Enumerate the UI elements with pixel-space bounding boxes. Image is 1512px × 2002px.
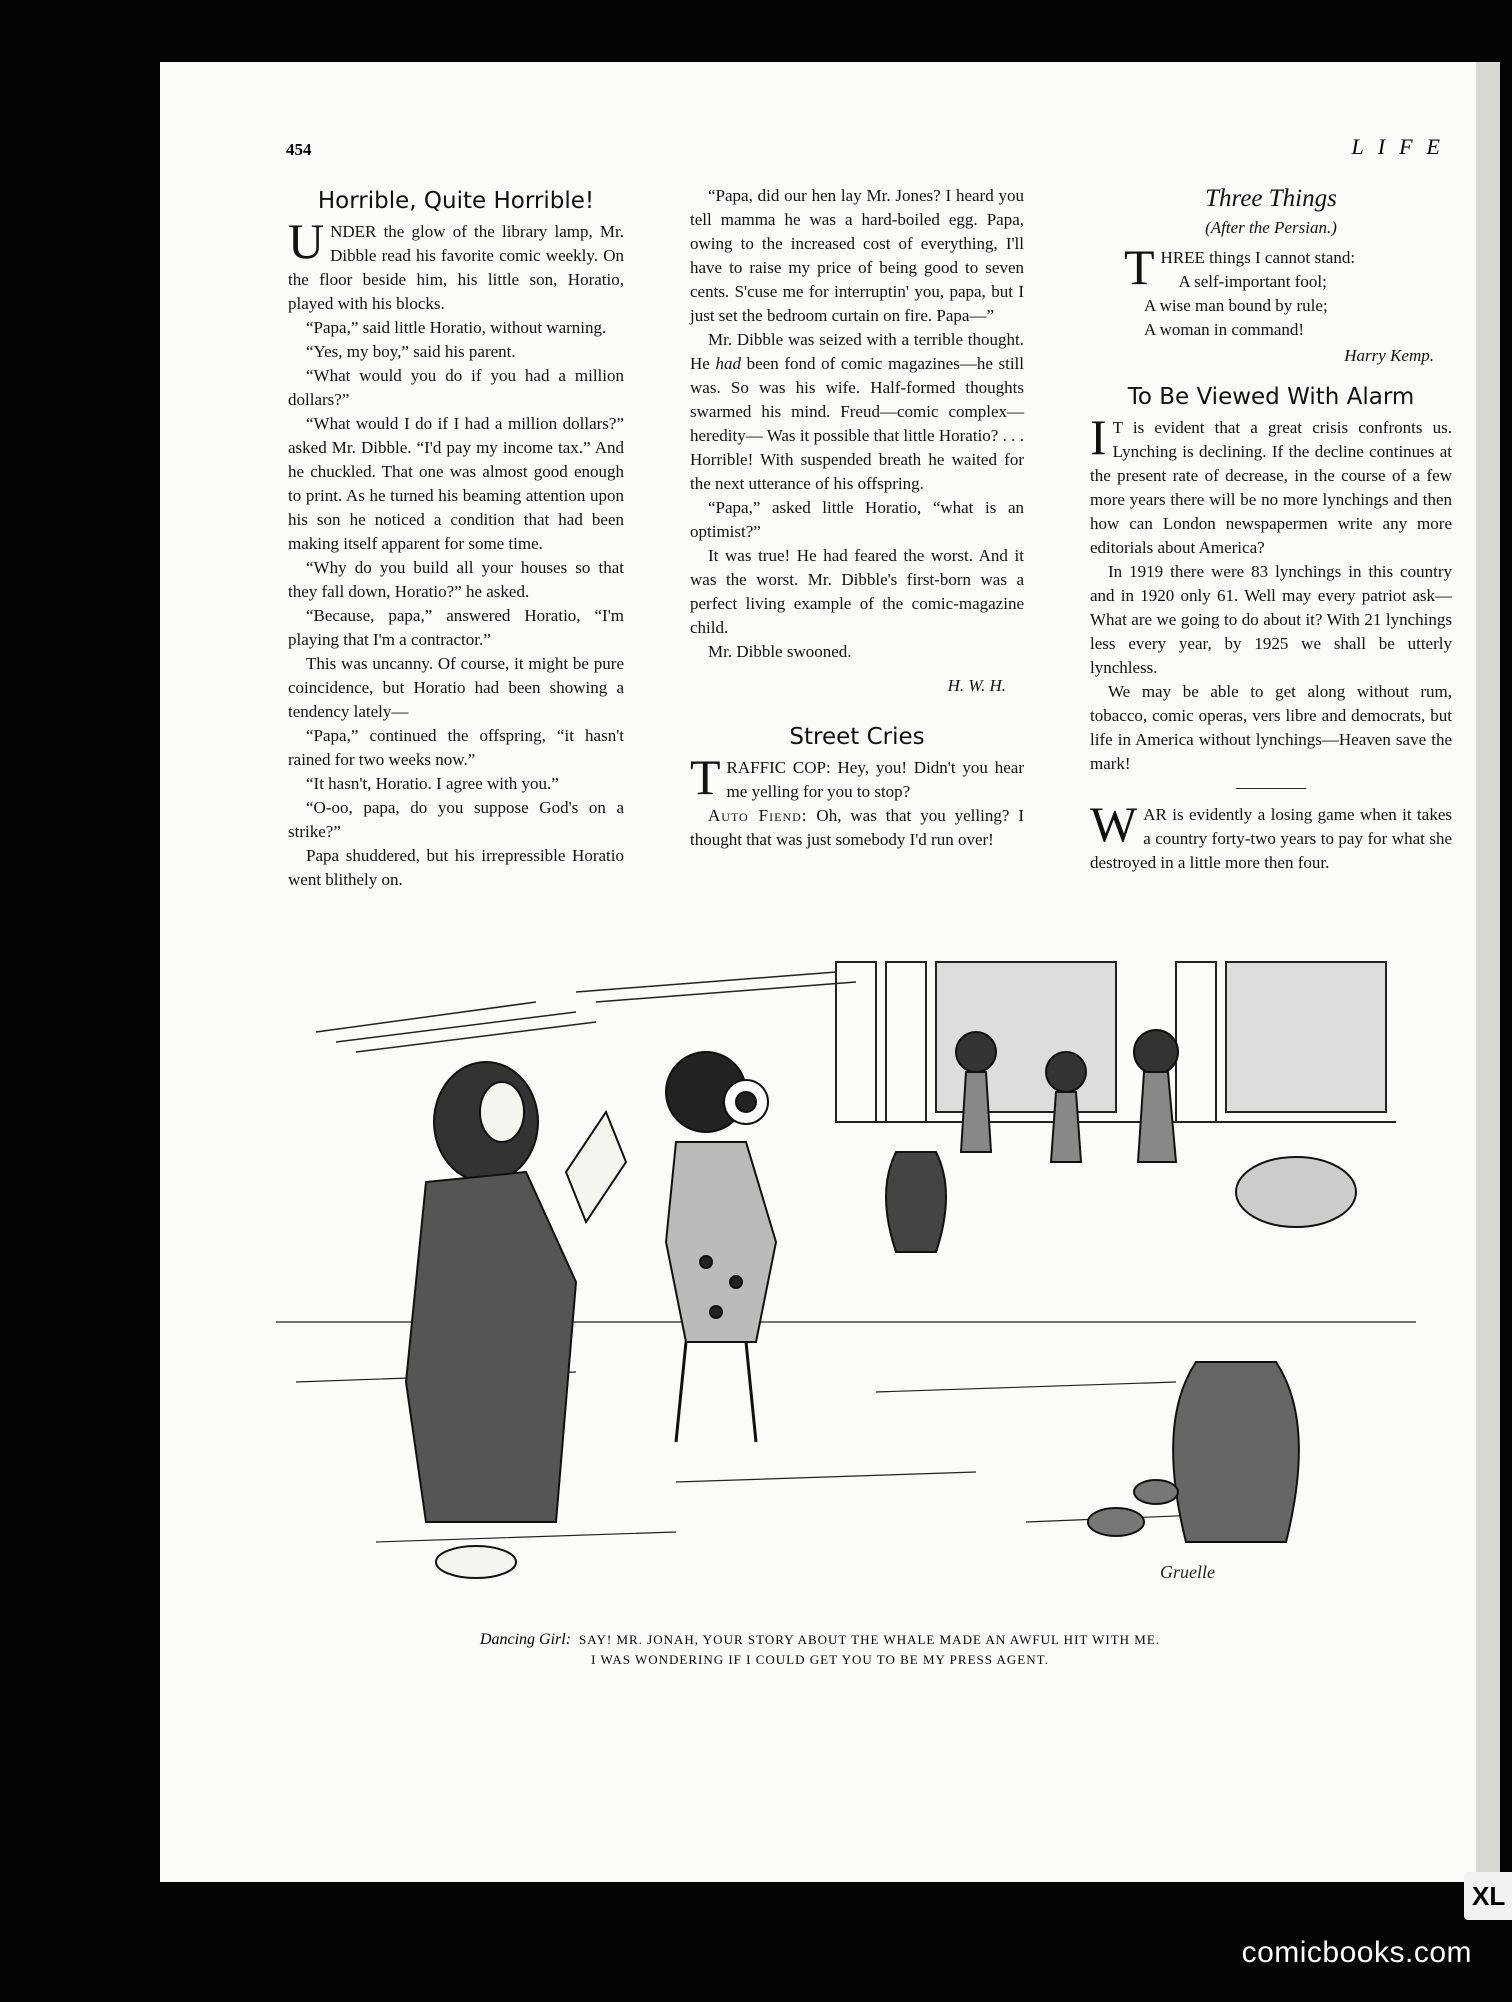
paragraph: It was true! He had feared the worst. And it was the worst. Mr. Dibble's first-born was a perfect living example of the comic-magazine child. — [690, 546, 1024, 637]
war-paragraph: WAR is evidently a losing game when it takes a country forty-two years to pay for what she destroyed in a little more then four. — [1090, 796, 1452, 872]
drop-cap: T — [1124, 239, 1155, 295]
paragraph: “What would you do if you had a million dollars?” — [288, 366, 624, 409]
caption-speaker: Dancing Girl: — [479, 1631, 572, 1648]
poem-subtitle: (After the Persian.) — [1205, 218, 1337, 237]
poem-first-line: THREE things I cannot stand: — [1124, 239, 1356, 295]
street-cries-cop: TRAFFIC COP: Hey, you! Didn't you hear me yelling for you to stop? — [690, 749, 1024, 805]
next-page-edge — [1476, 62, 1500, 1882]
drop-cap: U — [288, 213, 325, 269]
paragraph: “Yes, my boy,” said his parent. — [306, 342, 516, 361]
paragraph: “Why do you build all your houses so that they fall down, Horatio?” he asked. — [288, 558, 624, 601]
paragraph: This was uncanny. Of course, it might be pure coincidence, but Horatio had been showing a tendency lately— — [288, 654, 624, 721]
paragraph: “What would I do if I had a million dollars?” asked Mr. Dibble. “I'd pay my income tax.” And he chuckled. That one was almost good enough to print. As he turned his beaming attention upon his son he noticed a condition that had been making itself apparent for some time. — [288, 414, 624, 553]
running-head: LIFE — [1351, 134, 1454, 159]
article-signature: H. W. H. — [947, 676, 1006, 695]
column-1 — [288, 184, 624, 892]
column-2 — [690, 184, 1024, 852]
cartoon-signature: Gruelle — [1160, 1562, 1215, 1582]
page-number: 454 — [286, 140, 312, 159]
poem-title: Three Things — [1205, 185, 1337, 212]
drop-cap: W — [1090, 796, 1138, 852]
article-body-col2 — [690, 496, 1024, 664]
article-title-horrible: Horrible, Quite Horrible! — [317, 188, 595, 214]
paragraph: “O-oo, papa, do you suppose God's on a strike?” — [288, 798, 624, 841]
paragraph: Papa shuddered, but his irrepressible Horatio went blithely on. — [288, 846, 624, 889]
poem-author: Harry Kemp. — [1344, 346, 1434, 365]
poem-line: A wise man bound by rule; — [1144, 296, 1328, 315]
paragraph: “It hasn't, Horatio. I agree with you.” — [306, 774, 559, 793]
cartoon-illustration — [276, 962, 1416, 1602]
paragraph: “Because, papa,” answered Horatio, “I'm playing that I'm a contractor.” — [288, 606, 624, 649]
drop-cap: I — [1090, 409, 1107, 465]
paragraph: In 1919 there were 83 lynchings in this country and in 1920 only 61. Well may every patriot ask—What are we going to do about it? With 21 lynchings less every year, by 1925 we shall be utterly lynchless. — [1090, 562, 1452, 677]
caption-line-1: SAY! MR. JONAH, YOUR STORY ABOUT THE WHALE MADE AN AWFUL HIT WITH ME. — [579, 1632, 1161, 1647]
caption-line-2: I WAS WONDERING IF I COULD GET YOU TO BE MY PRESS AGENT. — [591, 1652, 1049, 1667]
article-title-street-cries: Street Cries — [789, 724, 925, 750]
dancing-girl-figure — [666, 1052, 776, 1442]
paragraph: “Papa,” asked little Horatio, “what is an optimist?” — [690, 498, 1024, 541]
temple-columns — [836, 962, 1396, 1122]
article-lead-paragraph: UNDER the glow of the library lamp, Mr. Dibble read his favorite comic weekly. On the floor beside him, his little son, Horatio, played with his blocks. — [288, 213, 624, 313]
street-cries-fiend: Auto Fiend: Oh, was that you yelling? I thought that was just somebody I'd run over! — [690, 806, 1024, 849]
column-3 — [1090, 184, 1452, 875]
paragraph: “Papa,” continued the offspring, “it hasn't rained for two weeks now.” — [288, 726, 624, 769]
paragraph: We may be able to get along without rum, tobacco, comic operas, vers libre and democrats, but life in America without lynchings—Heaven save the mark! — [1090, 682, 1452, 773]
jonah-figure — [406, 1062, 626, 1578]
poem-line: A self-important fool; — [1178, 272, 1327, 291]
poem-line: A woman in command! — [1144, 320, 1305, 339]
magazine-page — [160, 62, 1476, 1882]
paragraph: “Papa, did our hen lay Mr. Jones? I heard you tell mamma he was a hard-boiled egg. Papa, owing to the increased cost of everything, I'll have to raise my price of being good to seven cents. S'cuse me for interruptin' you, papa, but I just set the bedroom curtain on fire. Papa—” — [690, 186, 1024, 325]
drop-cap: T — [690, 749, 721, 805]
paragraph-dibble-seized: Mr. Dibble was seized with a terrible thought. He had been fond of comic magazines—he still was. So was his wife. Half-formed thoughts swarmed his mind. Freud—comic complex—heredity— Was it possible that little Horatio? . . . Horrible! With suspended breath he waited for the next utterance of his offspring. — [690, 330, 1025, 493]
article-body-col1 — [288, 316, 624, 892]
watermark: comicbooks.com — [1241, 1936, 1472, 1969]
section-divider — [1236, 788, 1306, 789]
vases — [886, 1152, 1299, 1542]
page-tab: XL — [1464, 1872, 1512, 1920]
alarm-lead-paragraph: I T is evident that a great crisis confronts us. Lynching is declining. If the decline continues at the present rate of decrease, in the course of a few more years there will be no more lynchings and then how can London newspapermen write any more editorials about America? — [1090, 409, 1452, 557]
paragraph: “Papa,” said little Horatio, without warning. — [306, 318, 607, 337]
article-title-alarm: To Be Viewed With Alarm — [1127, 384, 1415, 410]
paragraph: Mr. Dibble swooned. — [708, 642, 852, 661]
cartoon-caption — [260, 1630, 1380, 1670]
